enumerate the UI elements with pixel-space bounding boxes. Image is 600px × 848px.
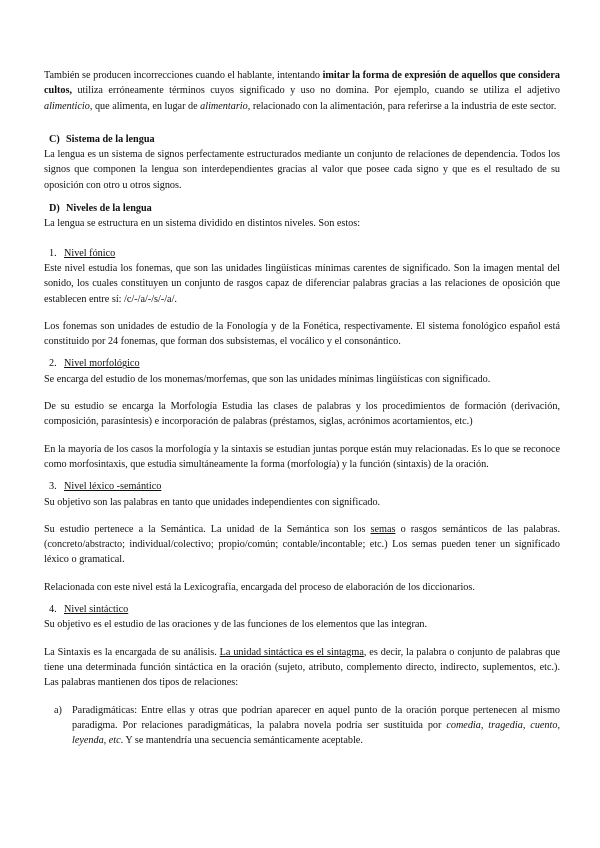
nivel-sintactico-heading: 4. Nivel sintáctico <box>49 604 129 616</box>
section-d-heading: D) Niveles de la lengua <box>49 203 152 215</box>
nivel-lexico-p1: Su objetivo son las palabras en tanto que unidades independientes con significado. <box>44 496 381 508</box>
nivel-sintactico-p2: La Sintaxis es la encargada de su análisis. La unidad sintáctica es el sintagma, es decir, la palabra o conjunto de palabras que tiene una determinada función sintáctica en la oración (sujeto, atributo, complemento directo, indirecto, suplementos, etc.). Las palabras mantienen dos tipos de relaciones: <box>44 646 561 689</box>
nivel-fonico-p1: Este nivel estudia los fonemas, que son las unidades lingüísticas mínimas carentes de significado. Son la imagen mental del sonido, los cuales constituyen un conjunto de rasgos capaz de diferenciar palabras gracias a las relaciones de oposición que establecen entre sí: /c/-/a/-/s/-/a/. <box>44 262 560 305</box>
list-marker: a) <box>54 704 62 716</box>
nivel-morfologico-p2: De su estudio se encarga la Morfología Estudia las clases de palabras y los procedimientos de formación (derivación, composición, parasíntesis) e incorporación de palabras (préstamos, siglas, acrónimos acortamientos, etc.) <box>44 401 560 428</box>
intro-paragraph: También se producen incorrecciones cuando el hablante, intentando imitar la forma de expresión de aquellos que considera cultos, utiliza erróneamente términos cuyos significado y uso no domina. Por ejemplo, cuando se utiliza el adjetivo alimenticio, que alimenta, en lugar de alimentario, relacionado con la alimentación, para referirse a la industria de este sector. <box>44 70 560 112</box>
nivel-lexico-p2: Su estudio pertenece a la Semántica. La unidad de la Semántica son los semas o rasgos semánticos de las palabras. (concreto/abstracto; individual/colectivo; propio/común; contable/incontable; etc.) Los semas pueden tener un significado léxico o gramatical. <box>44 523 560 566</box>
nivel-morfologico-p1: Se encarga del estudio de los monemas/morfemas, que son las unidades mínimas lingüísticas con significado. <box>44 373 491 385</box>
semas-term: semas <box>370 523 396 535</box>
nivel-lexico-p3: Relacionada con este nivel está la Lexicografía, encargada del proceso de elaboración de los diccionarios. <box>44 581 475 593</box>
section-c-text: La lengua es un sistema de signos perfectamente estructurados mediante un conjunto de relaciones de dependencia. Todos los signos que componen la lengua son interdependientes gracias al valor que posee cada signo y que es el resultado de su oposición con otro u otros signos. <box>44 149 560 191</box>
sintagma-definition: La unidad sintáctica es el sintagma <box>219 646 364 658</box>
document-page <box>44 68 560 748</box>
intro-italic-alimenticio: alimenticio <box>44 100 90 112</box>
intro-italic-alimentario: alimentario <box>200 100 248 112</box>
nivel-fonico-heading: 1. Nivel fónico <box>49 247 116 259</box>
list-item-paradigmaticas: a) Paradigmáticas: Entre ellas y otras que podrían aparecer en aquel punto de la oración porque pertenecen al mismo paradigma. Por relaciones paradigmáticas, la palabra novela podría ser sustituida por comedia, tragedia, cuento, leyenda, etc. Y se mantendría una secuencia semánticamente aceptable. <box>44 703 560 749</box>
nivel-lexico-heading: 3. Nivel léxico -semántico <box>49 481 162 493</box>
nivel-morfologico-p3: En la mayoría de los casos la morfología y la sintaxis se estudian juntas porque están muy relacionadas. Es lo que se reconoce como morfosintaxis, que estudia simultáneamente la forma (morfología) y la función (sintaxis) de la oración. <box>44 443 560 470</box>
nivel-morfologico-heading: 2. Nivel morfológico <box>49 358 140 370</box>
nivel-fonico-p2: Los fonemas son unidades de estudio de la Fonología y de la Fonética, respectivamente. El sistema fonológico español está constituido por 24 fonemas, que forman dos subsistemas, el vocálico y el consonántico. <box>44 320 560 348</box>
intro-bold-phrase: imitar la forma de expresión de aquellos que considera cultos, <box>44 70 560 97</box>
paradigm-examples: comedia, tragedia, cuento, leyenda, etc <box>72 719 560 747</box>
section-d-text: La lengua se estructura en un sistema dividido en distintos niveles. Son estos: <box>44 218 361 230</box>
nivel-sintactico-p1: Su objetivo es el estudio de las oraciones y de las funciones de los elementos que las integran. <box>44 619 428 631</box>
section-c-heading: C) Sistema de la lengua <box>49 133 155 145</box>
